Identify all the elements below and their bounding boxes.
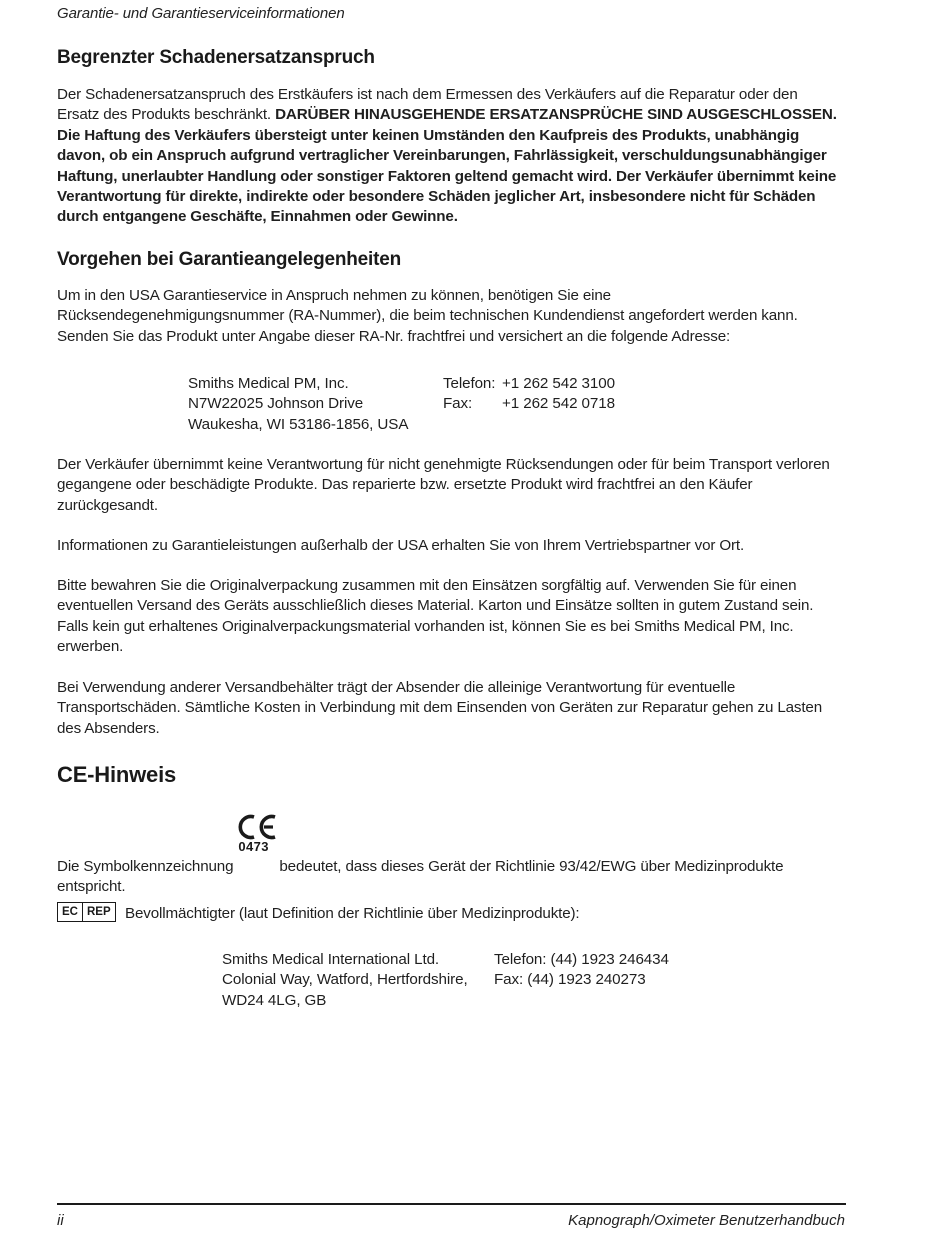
eu-fax: Fax: (44) 1923 240273: [494, 971, 646, 989]
us-address-line-1: Smiths Medical PM, Inc.: [188, 375, 349, 392]
paragraph-other-containers: Bei Verwendung anderer Versandbehälter trägt der Absender die alleinige Verantwortung für eventuelle Transportschäden. Sämtliche Kosten in Verbindung mit dem Einsenden von Geräten zur Reparatur gehen zu Lasten des Absenders.: [57, 679, 823, 737]
ce-notified-body-number: 0473: [238, 839, 269, 854]
paragraph-ce-mark: [57, 835, 847, 898]
paragraph-limited-damages: [57, 85, 837, 228]
us-phone-label: Telefon:: [443, 375, 496, 392]
paragraph-returns: Der Verkäufer übernimmt keine Verantwortung für nicht genehmigte Rücksendungen oder für beim Transport verloren gegangene oder beschädigte Produkte. Das reparierte bzw. ersetzte Produkt wird frachtfrei an den Käufer zurückgesandt.: [57, 456, 830, 514]
footer-rule: [57, 1203, 846, 1205]
us-address-block: [188, 374, 408, 435]
us-address-line-3: Waukesha, WI 53186-1856, USA: [188, 415, 409, 433]
paragraph-outside-usa: Informationen zu Garantieleistungen außerhalb der USA erhalten Sie von Ihrem Vertriebspartner vor Ort.: [57, 537, 745, 554]
damages-text-normal: Der Schadenersatzanspruch des Erstkäufers ist nach dem Ermessen des Verkäufers auf die Reparatur oder den Ersatz des Produkts beschränkt.: [57, 86, 798, 124]
heading-ce-notice: CE-Hinweis: [57, 762, 177, 787]
eu-address-block: [222, 950, 468, 1011]
heading-warranty-procedure: Vorgehen bei Garantieangelegenheiten: [57, 249, 402, 270]
us-fax-row: [443, 394, 615, 414]
us-address-line-2: N7W22025 Johnson Drive: [188, 395, 364, 413]
us-phone-value: +1 262 542 3100: [502, 375, 615, 392]
ec-rep-right: REP: [82, 903, 115, 921]
us-fax-label: Fax:: [443, 395, 473, 413]
eu-contact-block: [494, 950, 669, 991]
damages-text-bold: DARÜBER HINAUSGEHENDE ERSATZANSPRÜCHE SIND AUSGESCHLOSSEN. Die Haftung des Verkäufers übersteigt unter keinen Umständen den Kaufpreis des Produkts, unabhängig davon, ob ein Anspruch aufgrund vertraglicher Vereinbarungen, Fahrlässigkeit, verschuldungsunabhängiger Haftung, unerlaubter Handlung oder sonstiger Faktoren geltend gemacht wird. Der Verkäufer übernimmt keine Verantwortung für direkte, indirekte oder besondere Schäden jeglicher Art, insbesondere nicht für Schäden durch entgangene Geschäfte, Einnahmen oder Gewinne.: [57, 106, 837, 226]
ec-rep-left: EC: [62, 906, 78, 918]
ce-mark-icon: [237, 835, 275, 875]
heading-limited-damages: Begrenzter Schadenersatzanspruch: [57, 47, 375, 68]
eu-address-line-1: Smiths Medical International Ltd.: [222, 951, 440, 968]
us-phone-row: [443, 374, 615, 394]
eu-address-line-3: WD24 4LG, GB: [222, 991, 327, 1009]
manual-title: Kapnograph/Oximeter Benutzerhandbuch: [568, 1212, 845, 1229]
authorized-rep-text: Bevollmächtigter (laut Definition der Richtlinie über Medizinprodukte):: [125, 905, 580, 922]
us-contact-block: [443, 374, 615, 415]
eu-address-line-2: Colonial Way, Watford, Hertfordshire,: [222, 971, 468, 989]
ce-text-before: Die Symbolkennzeichnung: [57, 858, 234, 875]
ce-text-after: bedeutet, dass dieses Gerät der Richtlinie 93/42/EWG über Medizinprodukte entspricht.: [57, 858, 784, 896]
paragraph-ra-number: Um in den USA Garantieservice in Anspruch nehmen zu können, benötigen Sie eine Rücksendegenehmigungsnummer (RA-Nummer), die beim technischen Kundendienst angefordert werden kann. Senden Sie das Produkt unter Angabe dieser RA-Nr. frachtfrei und versichert an die folgende Adresse:: [57, 287, 798, 345]
ec-rep-icon: [57, 902, 116, 922]
eu-phone: Telefon: (44) 1923 246434: [494, 951, 669, 968]
us-fax-value: +1 262 542 0718: [502, 395, 615, 413]
page-number: ii: [57, 1212, 64, 1229]
running-header: Garantie- und Garantieserviceinformationen: [57, 5, 345, 22]
paragraph-packaging: Bitte bewahren Sie die Originalverpackung zusammen mit den Einsätzen sorgfältig auf. Verwenden Sie für einen eventuellen Versand des Geräts ausschließlich dieses Material. Karton und Einsätze sollten in gutem Zustand sein. Falls kein gut erhaltenes Originalverpackungsmaterial vorhanden ist, können Sie es bei Smiths Medical PM, Inc. erwerben.: [57, 577, 814, 656]
